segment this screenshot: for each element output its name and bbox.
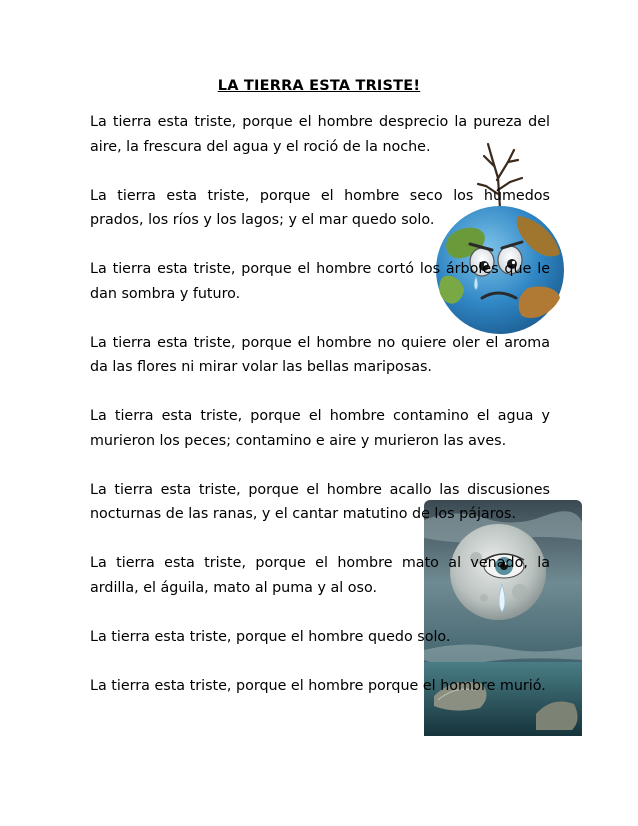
paragraph: La tierra esta triste, porque el hombre quedo solo. (90, 628, 451, 645)
paragraph: La tierra esta triste, porque el hombre mato al venado, la ardilla, el águila, mato al puma y al oso. (90, 555, 550, 596)
paragraph: La tierra esta triste, porque el hombre contamino el agua y murieron los peces; contamino e aire y murieron las aves. (90, 408, 550, 449)
paragraph: La tierra esta triste, porque el hombre no quiere oler el aroma da las flores ni mirar volar las bellas mariposas. (90, 334, 550, 375)
paragraph: La tierra esta triste, porque el hombre desprecio la pureza del aire, la frescura del agua y el roció de la noche. (90, 114, 550, 155)
paragraph: La tierra esta triste, porque el hombre cortó los árboles que le dan sombra y futuro. (90, 261, 550, 302)
page-title: LA TIERRA ESTA TRISTE! (217, 78, 421, 94)
paragraph: La tierra esta triste, porque el hombre porque el hombre murió. (90, 677, 546, 694)
poem-body (90, 110, 550, 723)
paragraph: La tierra esta triste, porque el hombre seco los húmedos prados, los ríos y los lagos; y el mar quedo solo. (90, 187, 550, 228)
paragraph: La tierra esta triste, porque el hombre acallo las discusiones nocturnas de las ranas, y el cantar matutino de los pájaros. (90, 481, 550, 522)
